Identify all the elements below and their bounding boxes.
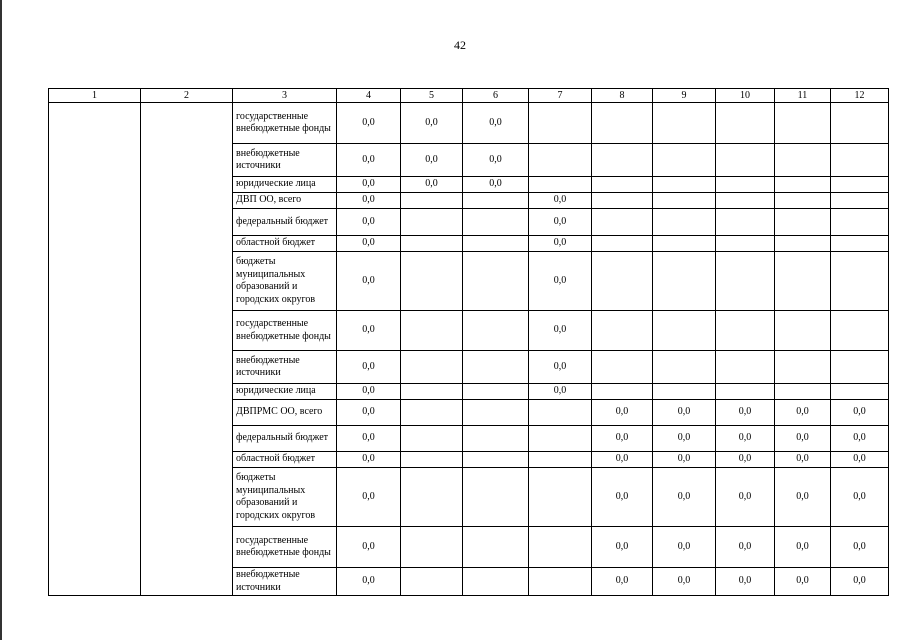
value-cell: 0,0	[337, 384, 401, 400]
value-cell	[653, 144, 716, 177]
value-cell: 0,0	[337, 452, 401, 468]
value-cell: 0,0	[592, 568, 653, 596]
value-cell	[716, 311, 775, 351]
value-cell	[716, 193, 775, 209]
value-cell	[592, 193, 653, 209]
value-cell	[463, 527, 529, 568]
value-cell: 0,0	[831, 568, 889, 596]
value-cell	[592, 144, 653, 177]
value-cell: 0,0	[592, 426, 653, 452]
column-header: 4	[337, 89, 401, 103]
value-cell: 0,0	[653, 568, 716, 596]
value-cell	[831, 236, 889, 252]
column-header: 8	[592, 89, 653, 103]
value-cell	[463, 209, 529, 236]
value-cell: 0,0	[529, 311, 592, 351]
row-label: областной бюджет	[233, 236, 337, 252]
row-label: внебюджетные источники	[233, 144, 337, 177]
value-cell	[775, 193, 831, 209]
value-cell	[716, 384, 775, 400]
value-cell	[401, 400, 463, 426]
value-cell: 0,0	[529, 252, 592, 311]
value-cell	[716, 144, 775, 177]
value-cell	[716, 351, 775, 384]
value-cell	[463, 452, 529, 468]
value-cell: 0,0	[337, 252, 401, 311]
value-cell	[463, 468, 529, 527]
value-cell	[775, 351, 831, 384]
value-cell	[529, 426, 592, 452]
value-cell: 0,0	[831, 400, 889, 426]
col1-cell	[49, 103, 141, 596]
value-cell	[529, 452, 592, 468]
value-cell	[831, 209, 889, 236]
value-cell	[529, 527, 592, 568]
value-cell	[592, 177, 653, 193]
column-header: 10	[716, 89, 775, 103]
value-cell	[463, 400, 529, 426]
value-cell: 0,0	[529, 236, 592, 252]
value-cell	[831, 351, 889, 384]
row-label: ДВП ОО, всего	[233, 193, 337, 209]
page-number: 42	[454, 38, 466, 52]
row-label: юридические лица	[233, 384, 337, 400]
value-cell	[401, 452, 463, 468]
value-cell: 0,0	[653, 527, 716, 568]
value-cell	[463, 311, 529, 351]
value-cell: 0,0	[401, 177, 463, 193]
value-cell	[716, 236, 775, 252]
value-cell	[775, 236, 831, 252]
value-cell	[716, 177, 775, 193]
value-cell	[653, 311, 716, 351]
value-cell	[529, 103, 592, 144]
value-cell	[775, 311, 831, 351]
value-cell: 0,0	[529, 193, 592, 209]
value-cell	[775, 209, 831, 236]
value-cell	[592, 103, 653, 144]
value-cell	[716, 209, 775, 236]
value-cell: 0,0	[592, 452, 653, 468]
value-cell: 0,0	[716, 400, 775, 426]
value-cell	[463, 193, 529, 209]
value-cell	[463, 426, 529, 452]
value-cell: 0,0	[337, 103, 401, 144]
value-cell	[716, 252, 775, 311]
value-cell	[775, 252, 831, 311]
column-header: 9	[653, 89, 716, 103]
value-cell: 0,0	[337, 144, 401, 177]
value-cell: 0,0	[337, 193, 401, 209]
value-cell: 0,0	[716, 426, 775, 452]
value-cell: 0,0	[337, 568, 401, 596]
value-cell: 0,0	[775, 527, 831, 568]
value-cell	[831, 193, 889, 209]
column-header: 1	[49, 89, 141, 103]
page-left-edge	[0, 0, 2, 640]
value-cell: 0,0	[775, 400, 831, 426]
row-label: бюджеты муниципальных образований и городских округов	[233, 468, 337, 527]
value-cell: 0,0	[653, 400, 716, 426]
value-cell: 0,0	[716, 452, 775, 468]
value-cell: 0,0	[529, 384, 592, 400]
value-cell	[463, 384, 529, 400]
value-cell	[831, 144, 889, 177]
value-cell	[775, 144, 831, 177]
value-cell: 0,0	[337, 400, 401, 426]
row-label: федеральный бюджет	[233, 426, 337, 452]
value-cell: 0,0	[775, 568, 831, 596]
value-cell: 0,0	[337, 311, 401, 351]
value-cell: 0,0	[775, 426, 831, 452]
value-cell: 0,0	[337, 351, 401, 384]
value-cell: 0,0	[337, 177, 401, 193]
value-cell	[401, 236, 463, 252]
value-cell	[529, 568, 592, 596]
column-header: 5	[401, 89, 463, 103]
value-cell	[592, 236, 653, 252]
header-row	[49, 89, 889, 103]
value-cell: 0,0	[337, 236, 401, 252]
value-cell	[401, 209, 463, 236]
value-cell	[401, 468, 463, 527]
value-cell	[463, 351, 529, 384]
column-header: 12	[831, 89, 889, 103]
value-cell: 0,0	[401, 103, 463, 144]
row-label: бюджеты муниципальных образований и городских округов	[233, 252, 337, 311]
value-cell	[529, 144, 592, 177]
value-cell: 0,0	[463, 144, 529, 177]
value-cell: 0,0	[831, 426, 889, 452]
value-cell	[653, 177, 716, 193]
value-cell	[653, 193, 716, 209]
value-cell: 0,0	[716, 568, 775, 596]
value-cell	[401, 311, 463, 351]
value-cell: 0,0	[775, 468, 831, 527]
value-cell	[653, 384, 716, 400]
value-cell	[653, 351, 716, 384]
value-cell: 0,0	[831, 468, 889, 527]
value-cell	[653, 209, 716, 236]
value-cell: 0,0	[463, 177, 529, 193]
value-cell: 0,0	[716, 527, 775, 568]
value-cell: 0,0	[592, 400, 653, 426]
value-cell	[831, 103, 889, 144]
value-cell	[592, 384, 653, 400]
value-cell: 0,0	[337, 468, 401, 527]
value-cell: 0,0	[592, 468, 653, 527]
value-cell	[401, 568, 463, 596]
value-cell	[831, 384, 889, 400]
value-cell	[401, 426, 463, 452]
value-cell	[592, 311, 653, 351]
value-cell: 0,0	[529, 209, 592, 236]
value-cell: 0,0	[463, 103, 529, 144]
table-row	[49, 103, 889, 144]
value-cell	[463, 236, 529, 252]
value-cell	[401, 252, 463, 311]
column-header: 2	[141, 89, 233, 103]
value-cell: 0,0	[653, 426, 716, 452]
row-label: ДВПРМС ОО, всего	[233, 400, 337, 426]
value-cell	[401, 384, 463, 400]
value-cell: 0,0	[401, 144, 463, 177]
value-cell	[653, 103, 716, 144]
value-cell	[529, 177, 592, 193]
value-cell: 0,0	[775, 452, 831, 468]
column-header: 7	[529, 89, 592, 103]
value-cell	[401, 527, 463, 568]
row-label: государственные внебюджетные фонды	[233, 311, 337, 351]
value-cell	[831, 252, 889, 311]
value-cell	[831, 177, 889, 193]
value-cell	[592, 252, 653, 311]
value-cell: 0,0	[529, 351, 592, 384]
row-label: областной бюджет	[233, 452, 337, 468]
value-cell	[831, 311, 889, 351]
column-header: 11	[775, 89, 831, 103]
column-header: 6	[463, 89, 529, 103]
value-cell: 0,0	[653, 452, 716, 468]
value-cell: 0,0	[831, 452, 889, 468]
value-cell	[775, 177, 831, 193]
value-cell: 0,0	[337, 527, 401, 568]
value-cell	[592, 209, 653, 236]
value-cell	[653, 252, 716, 311]
value-cell	[463, 568, 529, 596]
value-cell	[775, 103, 831, 144]
column-header: 3	[233, 89, 337, 103]
row-label: федеральный бюджет	[233, 209, 337, 236]
row-label: внебюджетные источники	[233, 568, 337, 596]
value-cell	[653, 236, 716, 252]
value-cell	[401, 193, 463, 209]
value-cell	[775, 384, 831, 400]
row-label: внебюджетные источники	[233, 351, 337, 384]
value-cell: 0,0	[716, 468, 775, 527]
col2-cell	[141, 103, 233, 596]
value-cell: 0,0	[831, 527, 889, 568]
value-cell	[529, 468, 592, 527]
row-label: государственные внебюджетные фонды	[233, 103, 337, 144]
value-cell	[401, 351, 463, 384]
value-cell: 0,0	[653, 468, 716, 527]
value-cell	[529, 400, 592, 426]
value-cell	[463, 252, 529, 311]
value-cell: 0,0	[592, 527, 653, 568]
budget-table	[48, 88, 889, 596]
row-label: юридические лица	[233, 177, 337, 193]
value-cell	[716, 103, 775, 144]
row-label: государственные внебюджетные фонды	[233, 527, 337, 568]
value-cell	[592, 351, 653, 384]
value-cell: 0,0	[337, 209, 401, 236]
value-cell: 0,0	[337, 426, 401, 452]
